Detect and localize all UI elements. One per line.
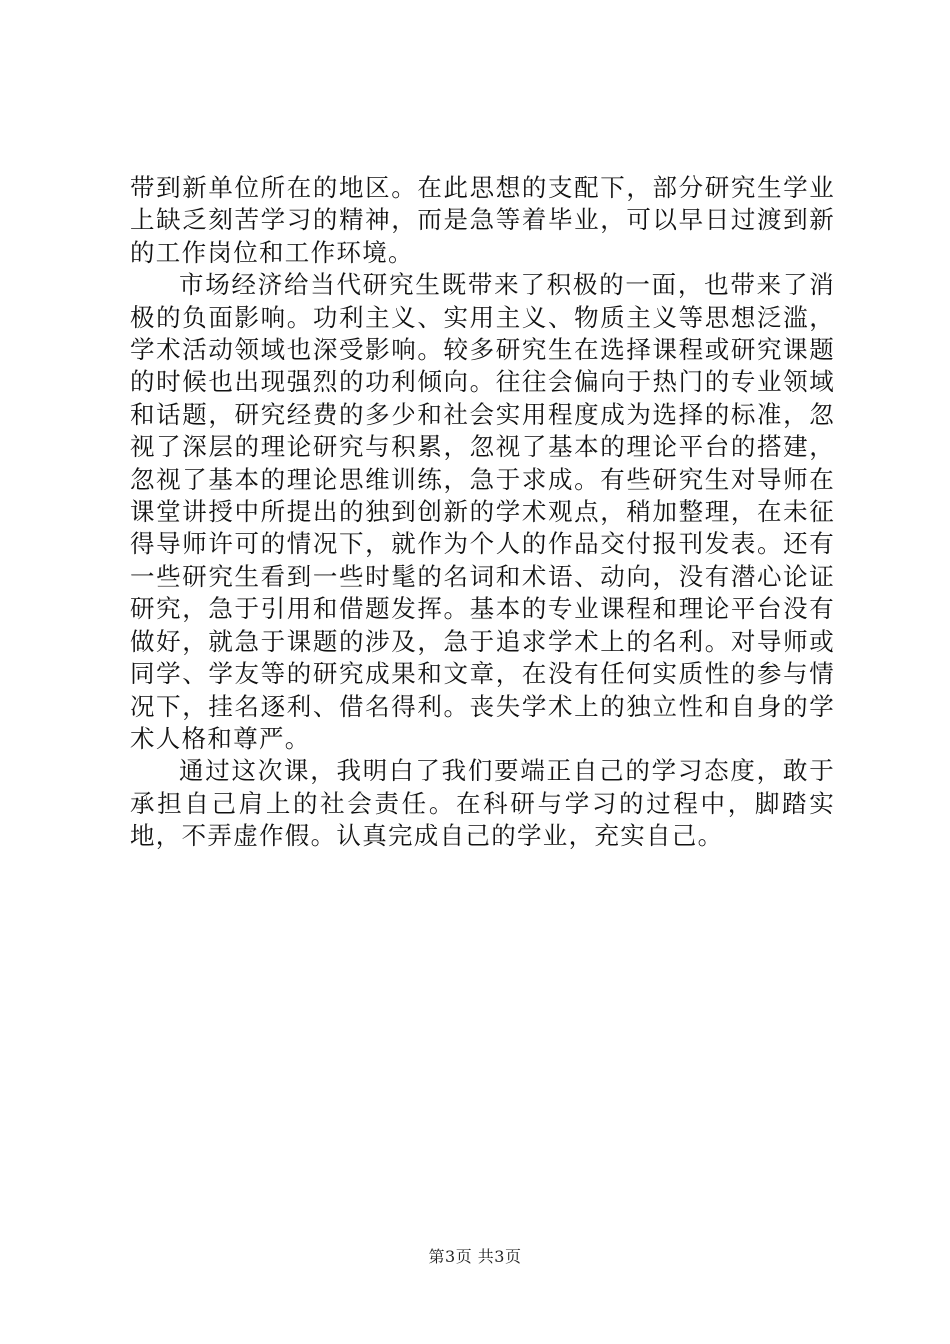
- paragraph-continuation: 带到新单位所在的地区。在此思想的支配下，部分研究生学业上缺乏刻苦学习的精神，而是急等着毕业，可以早日过渡到新的工作岗位和工作环境。: [130, 173, 835, 267]
- document-body: [130, 172, 835, 853]
- paragraph-conclusion: 通过这次课，我明白了我们要端正自己的学习态度，敢于承担自己肩上的社会责任。在科研与学习的过程中，脚踏实地，不弄虚作假。认真完成自己的学业，充实自己。: [130, 756, 835, 851]
- paragraph-market-economy: 市场经济给当代研究生既带来了积极的一面，也带来了消极的负面影响。功利主义、实用主义、物质主义等思想泛滥，学术活动领域也深受影响。较多研究生在选择课程或研究课题的时候也出现强烈的功利倾向。往往会偏向于热门的专业领域和话题，研究经费的多少和社会实用程度成为选择的标准，忽视了深层的理论研究与积累，忽视了基本的理论平台的搭建，忽视了基本的理论思维训练，急于求成。有些研究生对导师在课堂讲授中所提出的独到创新的学术观点，稍加整理，在未征得导师许可的情况下，就作为个人的作品交付报刊发表。还有一些研究生看到一些时髦的名词和术语、动向，没有潜心论证研究，急于引用和借题发挥。基本的专业课程和理论平台没有做好，就急于课题的涉及，急于追求学术上的名利。对导师或同学、学友等的研究成果和文章，在没有任何实质性的参与情况下，挂名逐利、借名得利。丧失学术上的独立性和自身的学术人格和尊严。: [130, 270, 835, 753]
- page-footer: 第3页 共3页: [428, 1247, 522, 1266]
